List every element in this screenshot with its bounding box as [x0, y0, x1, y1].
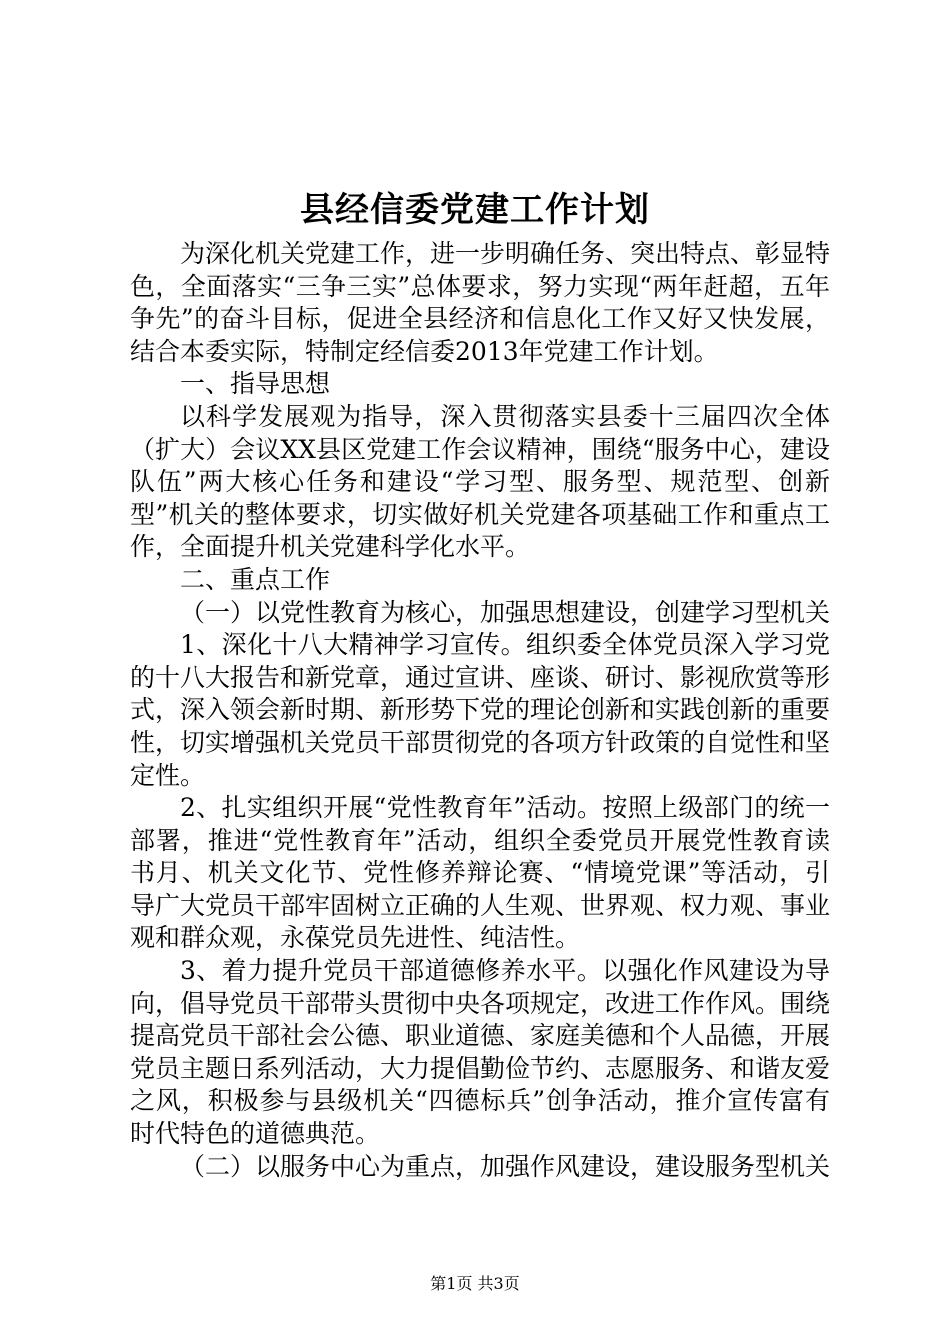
- item-paragraph-3: 3、着力提升党员干部道德修养水平。以强化作风建设为导向，倡导党员干部带头贯彻中央各项规定，改进工作作风。围绕提高党员干部社会公德、职业道德、家庭美德和个人品德，开展党员主题日系列活动，大力提倡勤俭节约、志愿服务、和谐友爱之风，积极参与县级机关“四德标兵”创争活动，推介宣传富有时代特色的道德典范。: [130, 956, 831, 1149]
- document-body: [130, 238, 830, 1183]
- item-paragraph-2: 2、扎实组织开展“党性教育年”活动。按照上级部门的统一部署，推进“党性教育年”活动，组织全委党员开展党性教育读书月、机关文化节、党性修养辩论赛、“情境党课”等活动，引导广大党员干部牢固树立正确的人生观、世界观、权力观、事业观和群众观，永葆党员先进性、纯洁性。: [130, 793, 831, 953]
- guiding-thought-paragraph: 以科学发展观为指导，深入贯彻落实县委十三届四次全体（扩大）会议XX县区党建工作会议精神，围绕“服务中心，建设队伍”两大核心任务和建设“学习型、服务型、规范型、创新型”机关的整体要求，切实做好机关党建各项基础工作和重点工作，全面提升机关党建科学化水平。: [130, 401, 830, 562]
- item-paragraph-1: 1、深化十八大精神学习宣传。组织委全体党员深入学习党的十八大报告和新党章，通过宣讲、座谈、研讨、影视欣赏等形式，深入领会新时期、新形势下党的理论创新和实践创新的重要性，切实增强机关党员干部贯彻党的各项方针政策的自觉性和坚定性。: [130, 630, 831, 790]
- section-heading-key-work: 二、重点工作: [180, 564, 331, 594]
- intro-paragraph: 为深化机关党建工作，进一步明确任务、突出特点、彰显特色，全面落实“三争三实”总体要求，努力实现“两年赶超，五年争先”的奋斗目标，促进全县经济和信息化工作又好又快发展，结合本委实际，特制定经信委2013年党建工作计划。: [130, 239, 831, 366]
- subsection-heading-service: （二）以服务中心为重点，加强作风建设，建设服务型机关: [180, 1151, 831, 1181]
- document-title: 县经信委党建工作计划: [300, 190, 650, 230]
- subsection-heading-learning: （一）以党性教育为核心，加强思想建设，创建学习型机关: [180, 597, 831, 627]
- section-heading-guiding-thought: 一、指导思想: [180, 369, 331, 399]
- page-footer: 第1页 共3页: [430, 1274, 520, 1293]
